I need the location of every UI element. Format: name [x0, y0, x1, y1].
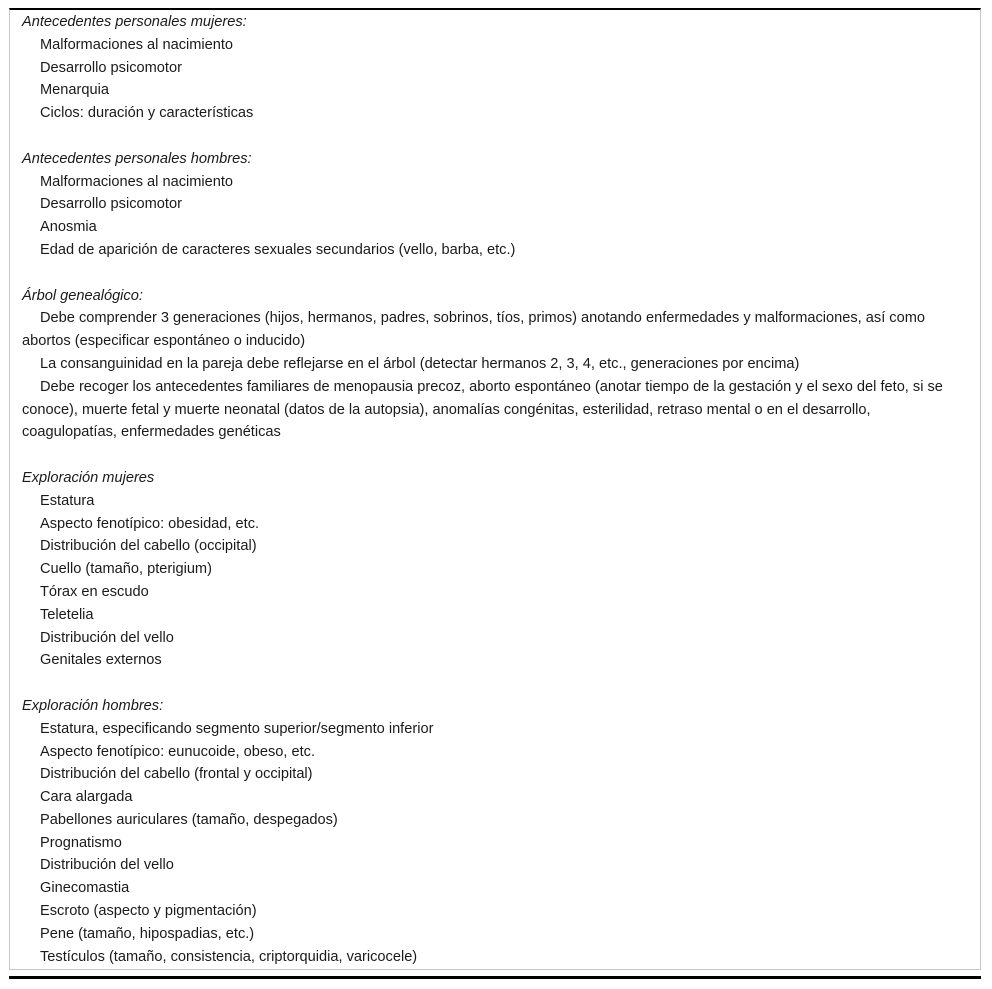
paragraph: Debe comprender 3 generaciones (hijos, hermanos, padres, sobrinos, tíos, primos) anotando enfermedades y malformaciones, así como abortos (especificar espontáneo o inducido)	[22, 310, 925, 350]
list-item: Estatura	[40, 492, 95, 509]
section-title: Exploración hombres:	[22, 697, 164, 714]
list-item: Aspecto fenotípico: eunucoide, obeso, etc.	[40, 743, 316, 760]
list-item: Menarquia	[40, 82, 109, 99]
list-item: Prognatismo	[40, 834, 122, 851]
section-title: Árbol genealógico:	[22, 287, 143, 304]
list-item: Pabellones auriculares (tamaño, despegados)	[40, 811, 338, 828]
list-item: Ciclos: duración y características	[40, 105, 254, 122]
table-box	[9, 8, 981, 970]
list-item: Malformaciones al nacimiento	[40, 173, 234, 190]
table-bottom-rule	[9, 976, 981, 979]
list-item: Anosmia	[40, 219, 97, 236]
list-item: Aspecto fenotípico: obesidad, etc.	[40, 515, 260, 532]
list-item: Escroto (aspecto y pigmentación)	[40, 903, 257, 920]
paragraph: Debe recoger los antecedentes familiares de menopausia precoz, aborto espontáneo (anotar tiempo de la gestación y el sexo del feto, si se conoce), muerte fetal y muerte neonatal (datos de la autopsia), anomalías congénitas, esterilidad, retraso mental o en el desarrollo, coagulopatías, enfermedades genéticas	[22, 378, 943, 441]
section-arbol-genealogico	[22, 285, 968, 445]
list-item: Edad de aparición de caracteres sexuales secundarios (vello, barba, etc.)	[40, 241, 516, 258]
list-item: Malformaciones al nacimiento	[40, 36, 234, 53]
list-item: Desarrollo psicomotor	[40, 59, 182, 76]
section-antecedentes-mujeres	[22, 11, 968, 125]
list-item: Teletelia	[40, 606, 94, 623]
list-item: Distribución del vello	[40, 857, 174, 874]
list-item: Cuello (tamaño, pterigium)	[40, 561, 212, 578]
section-title: Antecedentes personales hombres:	[22, 150, 252, 167]
section-title: Antecedentes personales mujeres:	[22, 14, 247, 30]
list-item: Ginecomastia	[40, 880, 130, 897]
list-item: Testículos (tamaño, consistencia, criptorquidia, varicocele)	[40, 948, 418, 965]
section-title: Exploración mujeres	[22, 469, 155, 486]
section-exploracion-mujeres	[22, 467, 968, 672]
list-item: Distribución del cabello (frontal y occipital)	[40, 766, 313, 783]
section-exploracion-hombres	[22, 695, 968, 969]
section-antecedentes-hombres	[22, 148, 968, 262]
list-item: Distribución del vello	[40, 629, 174, 646]
list-item: Genitales externos	[40, 652, 162, 669]
list-item: Estatura, especificando segmento superior/segmento inferior	[40, 720, 434, 737]
list-item: Pene (tamaño, hipospadias, etc.)	[40, 925, 255, 942]
list-item: Tórax en escudo	[40, 583, 149, 600]
list-item: Cara alargada	[40, 789, 133, 806]
list-item: Desarrollo psicomotor	[40, 196, 182, 213]
list-item: Distribución del cabello (occipital)	[40, 538, 257, 555]
paragraph: La consanguinidad en la pareja debe reflejarse en el árbol (detectar hermanos 2, 3, 4, etc., generaciones por encima)	[40, 355, 800, 372]
